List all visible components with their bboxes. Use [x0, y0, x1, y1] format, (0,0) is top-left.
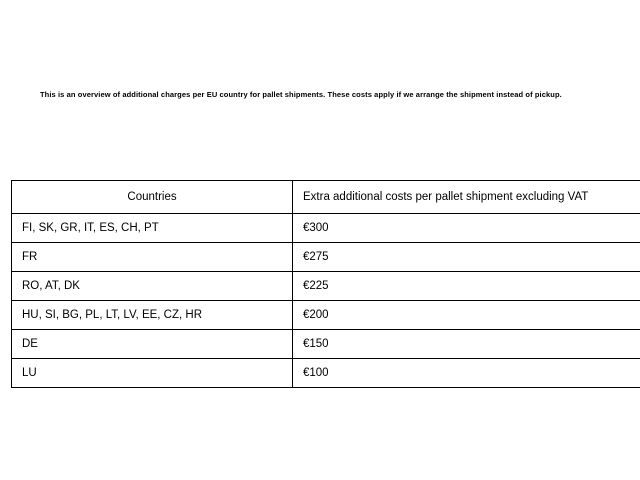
table-row	[12, 330, 640, 359]
cell-countries: LU	[12, 359, 293, 388]
table-row	[12, 214, 640, 243]
table-row	[12, 243, 640, 272]
intro-paragraph: This is an overview of additional charges per EU country for pallet shipments. These costs apply if we arrange the shipment instead of pickup.	[40, 90, 562, 99]
cell-cost: €225	[293, 272, 640, 301]
cell-cost: €275	[293, 243, 640, 272]
table-header-row	[12, 181, 640, 214]
cell-cost: €200	[293, 301, 640, 330]
cell-countries: RO, AT, DK	[12, 272, 293, 301]
table-row	[12, 301, 640, 330]
charges-table	[11, 180, 640, 388]
cell-countries: DE	[12, 330, 293, 359]
table-row	[12, 359, 640, 388]
cell-countries: FR	[12, 243, 293, 272]
header-cost: Extra additional costs per pallet shipment excluding VAT	[293, 181, 640, 214]
header-countries: Countries	[12, 181, 293, 214]
table-row	[12, 272, 640, 301]
cell-countries: FI, SK, GR, IT, ES, CH, PT	[12, 214, 293, 243]
cell-cost: €300	[293, 214, 640, 243]
cell-cost: €150	[293, 330, 640, 359]
cell-countries: HU, SI, BG, PL, LT, LV, EE, CZ, HR	[12, 301, 293, 330]
cell-cost: €100	[293, 359, 640, 388]
charges-table-container	[11, 180, 629, 388]
